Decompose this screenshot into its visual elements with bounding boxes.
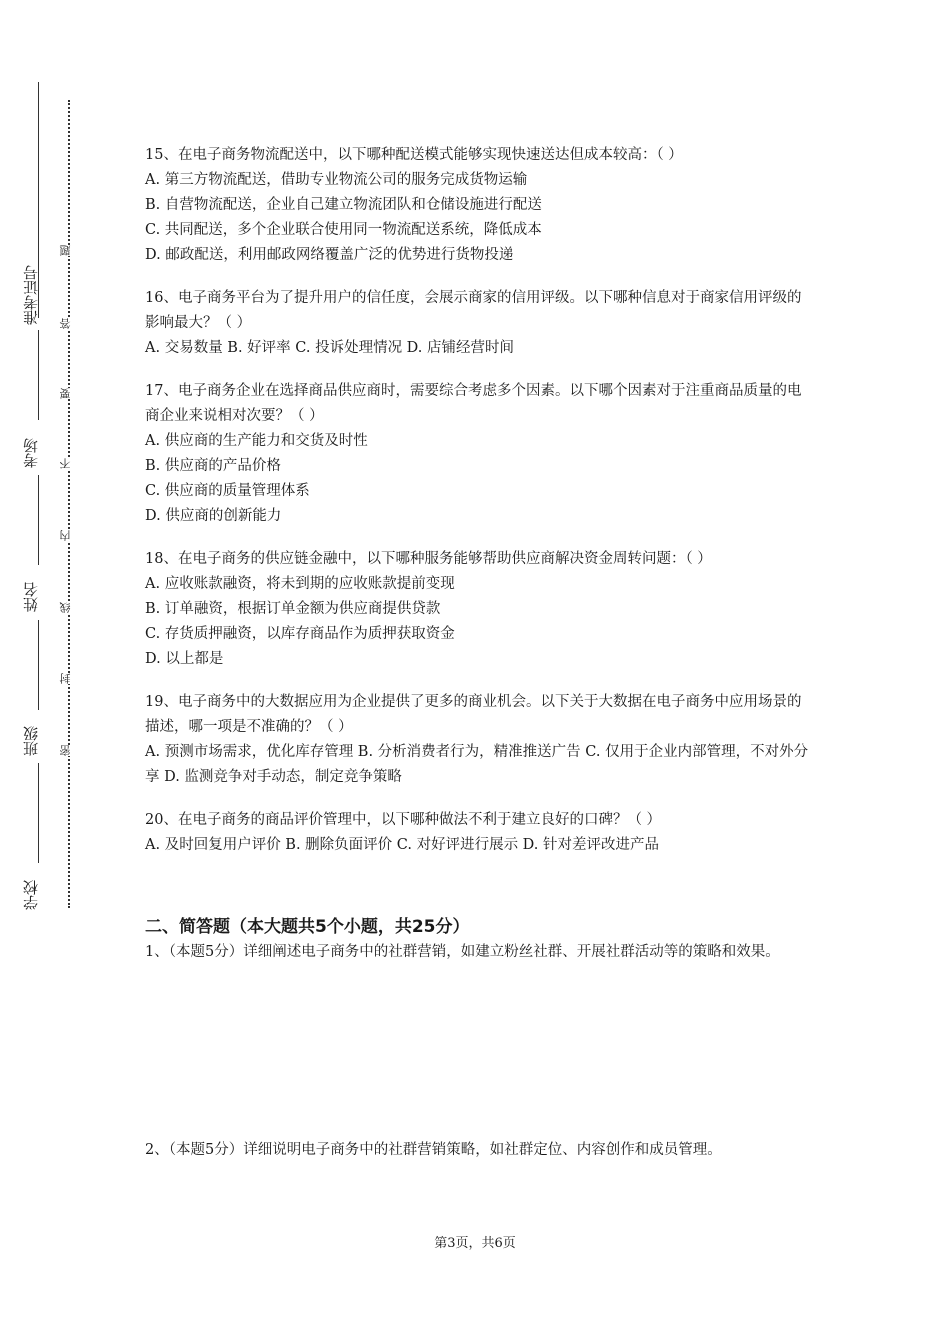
option-c: C. 共同配送，多个企业联合使用同一物流配送系统，降低成本 xyxy=(145,222,542,238)
options-line: A. 交易数量 B. 好评率 C. 投诉处理情况 D. 店铺经营时间 xyxy=(145,340,515,356)
underline-exam-room xyxy=(38,330,39,420)
option-a: A. 供应商的生产能力和交货及时性 xyxy=(145,433,368,449)
question-20 xyxy=(145,808,815,858)
option-d: D. 邮政配送，利用邮政网络覆盖广泛的优势进行货物投递 xyxy=(145,247,514,263)
label-school: 学校 xyxy=(22,880,40,910)
seal-char: 要 xyxy=(60,388,76,399)
question-16 xyxy=(145,286,815,361)
label-class: 班级 xyxy=(22,726,40,756)
binding-margin xyxy=(0,0,80,1344)
option-b: B. 订单融资，根据订单金额为供应商提供贷款 xyxy=(145,601,441,617)
option-b: B. 供应商的产品价格 xyxy=(145,458,281,474)
option-b: B. 自营物流配送，企业自己建立物流团队和仓储设施进行配送 xyxy=(145,197,542,213)
seal-char: 题 xyxy=(60,245,76,256)
section-title: 二、简答题（本大题共5个小题，共25分） xyxy=(145,917,470,937)
seal-char: 密 xyxy=(60,745,76,756)
seal-dotted-line xyxy=(68,100,70,908)
question-15 xyxy=(145,143,815,268)
underline-name xyxy=(38,475,39,565)
seal-char: 线 xyxy=(60,602,76,613)
options-line: A. 及时回复用户评价 B. 删除负面评价 C. 对好评进行展示 D. 针对差评改进产品 xyxy=(145,837,660,853)
option-a: A. 第三方物流配送，借助专业物流公司的服务完成货物运输 xyxy=(145,172,528,188)
question-19 xyxy=(145,690,815,790)
label-exam-room: 考场 xyxy=(22,438,40,468)
label-exam-number: 准考证号 xyxy=(22,265,40,325)
option-a: A. 应收账款融资，将未到期的应收账款提前变现 xyxy=(145,576,455,592)
seal-char: 答 xyxy=(60,318,76,329)
option-c: C. 存货质押融资，以库存商品作为质押获取资金 xyxy=(145,626,455,642)
question-stem: 20、在电子商务的商品评价管理中，以下哪种做法不利于建立良好的口碑？（ ） xyxy=(145,812,662,828)
question-list xyxy=(145,143,815,858)
option-d: D. 供应商的创新能力 xyxy=(145,508,282,524)
seal-char: 封 xyxy=(60,673,76,684)
question-stem: 15、在电子商务物流配送中，以下哪种配送模式能够实现快速送达但成本较高：（ ） xyxy=(145,147,683,163)
underline-class xyxy=(38,620,39,710)
question-stem: 19、电子商务中的大数据应用为企业提供了更多的商业机会。以下关于大数据在电子商务中应用场景的描述，哪一项是不准确的？（ ） xyxy=(145,694,802,735)
page-number: 第3页，共6页 xyxy=(434,1236,516,1251)
question-stem: 16、电子商务平台为了提升用户的信任度，会展示商家的信用评级。以下哪种信息对于商家信用评级的影响最大？（ ） xyxy=(145,290,802,331)
question-stem: 18、在电子商务的供应链金融中，以下哪种服务能够帮助供应商解决资金周转问题：（ ） xyxy=(145,551,712,567)
options-line: A. 预测市场需求，优化库存管理 B. 分析消费者行为，精准推送广告 C. 仅用于企业内部管理，不对外分享 D. 监测竞争对手动态，制定竞争策略 xyxy=(145,744,809,785)
seal-char: 内 xyxy=(60,530,76,541)
short-answer-1: 1、（本题5分）详细阐述电子商务中的社群营销，如建立粉丝社群、开展社群活动等的策略和效果。 xyxy=(145,944,780,960)
option-c: C. 供应商的质量管理体系 xyxy=(145,483,310,499)
underline-school xyxy=(38,763,39,863)
label-name: 姓名 xyxy=(22,582,40,612)
short-answer-2: 2、（本题5分）详细说明电子商务中的社群营销策略，如社群定位、内容创作和成员管理。 xyxy=(145,1142,722,1158)
seal-char: 不 xyxy=(60,458,76,469)
option-d: D. 以上都是 xyxy=(145,651,224,667)
question-stem: 17、电子商务企业在选择商品供应商时，需要综合考虑多个因素。以下哪个因素对于注重商品质量的电商企业来说相对次要？（ ） xyxy=(145,383,802,424)
question-18 xyxy=(145,547,815,672)
question-17 xyxy=(145,379,815,529)
